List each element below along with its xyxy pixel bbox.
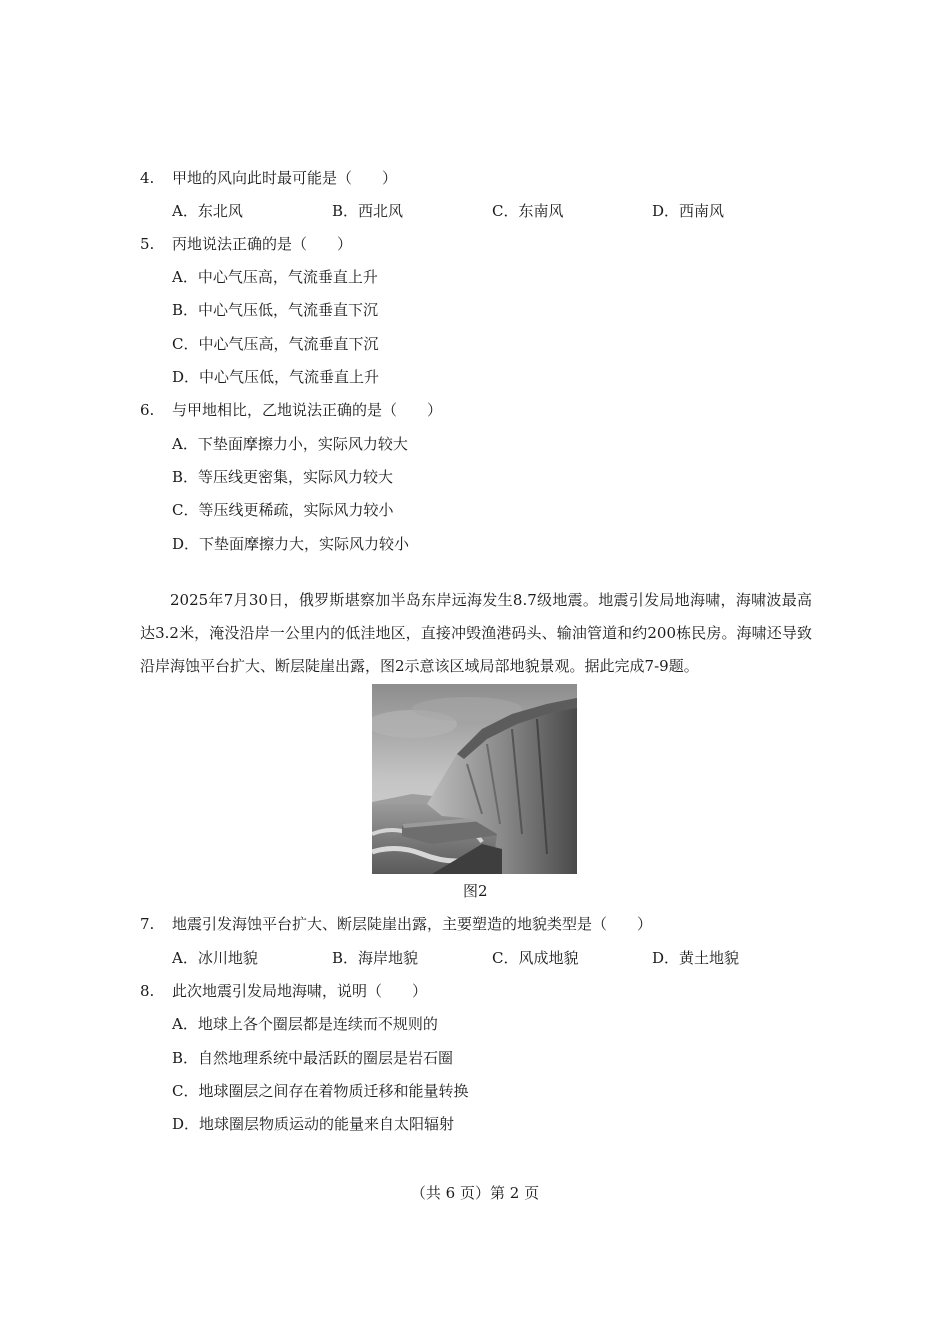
option-c: C．中心气压高，气流垂直下沉 — [172, 335, 379, 353]
option-d: D．下垫面摩擦力大，实际风力较小 — [172, 535, 410, 553]
option-b: B．西北风 — [332, 202, 404, 220]
passage — [140, 584, 812, 683]
page-footer: （共 6 页）第 2 页 — [410, 1184, 540, 1202]
option-c: C．风成地貌 — [492, 949, 579, 967]
option-a: A．地球上各个圈层都是连续而不规则的 — [172, 1015, 438, 1033]
option-b: B．自然地理系统中最活跃的圈层是岩石圈 — [172, 1049, 454, 1067]
option-a: A．中心气压高，气流垂直上升 — [172, 268, 378, 286]
option-b: B．等压线更密集，实际风力较大 — [172, 468, 394, 486]
figure-coastal-cliff — [372, 684, 577, 874]
option-b: B．海岸地貌 — [332, 949, 419, 967]
figure-caption: 图2 — [463, 882, 488, 900]
question-number: 8. — [140, 982, 155, 1000]
option-a: A．冰川地貌 — [172, 949, 258, 967]
question-number: 5. — [140, 235, 155, 253]
question-text: 甲地的风向此时最可能是（ ） — [172, 169, 398, 187]
option-b: B．中心气压低，气流垂直下沉 — [172, 301, 379, 319]
question-text: 此次地震引发局地海啸，说明（ ） — [172, 982, 428, 1000]
question-number: 6. — [140, 401, 155, 419]
option-c: C．地球圈层之间存在着物质迁移和能量转换 — [172, 1082, 469, 1100]
option-c: C．等压线更稀疏，实际风力较小 — [172, 501, 394, 519]
option-d: D．西南风 — [652, 202, 725, 220]
option-a: A．东北风 — [172, 202, 243, 220]
cliff-photo-illustration — [372, 684, 577, 874]
option-d: D．中心气压低，气流垂直上升 — [172, 368, 380, 386]
option-d: D．黄土地貌 — [652, 949, 740, 967]
question-text: 与甲地相比，乙地说法正确的是（ ） — [172, 401, 443, 419]
question-text: 丙地说法正确的是（ ） — [172, 235, 353, 253]
option-c: C．东南风 — [492, 202, 564, 220]
option-d: D．地球圈层物质运动的能量来自太阳辐射 — [172, 1115, 455, 1133]
question-number: 4. — [140, 169, 155, 187]
option-a: A．下垫面摩擦力小，实际风力较大 — [172, 435, 408, 453]
question-number: 7. — [140, 915, 155, 933]
question-text: 地震引发海蚀平台扩大、断层陡崖出露，主要塑造的地貌类型是（ ） — [172, 915, 653, 933]
passage-text: 2025年7月30日，俄罗斯堪察加半岛东岸远海发生8.7级地震。地震引发局地海啸，海啸波最高达3.2米，淹没沿岸一公里内的低洼地区，直接冲毁渔港码头、输油管道和约200栋民房。海啸还导致沿岸海蚀平台扩大、断层陡崖出露，图2示意该区域局部地貌景观。据此完成7-9题。 — [140, 591, 812, 675]
